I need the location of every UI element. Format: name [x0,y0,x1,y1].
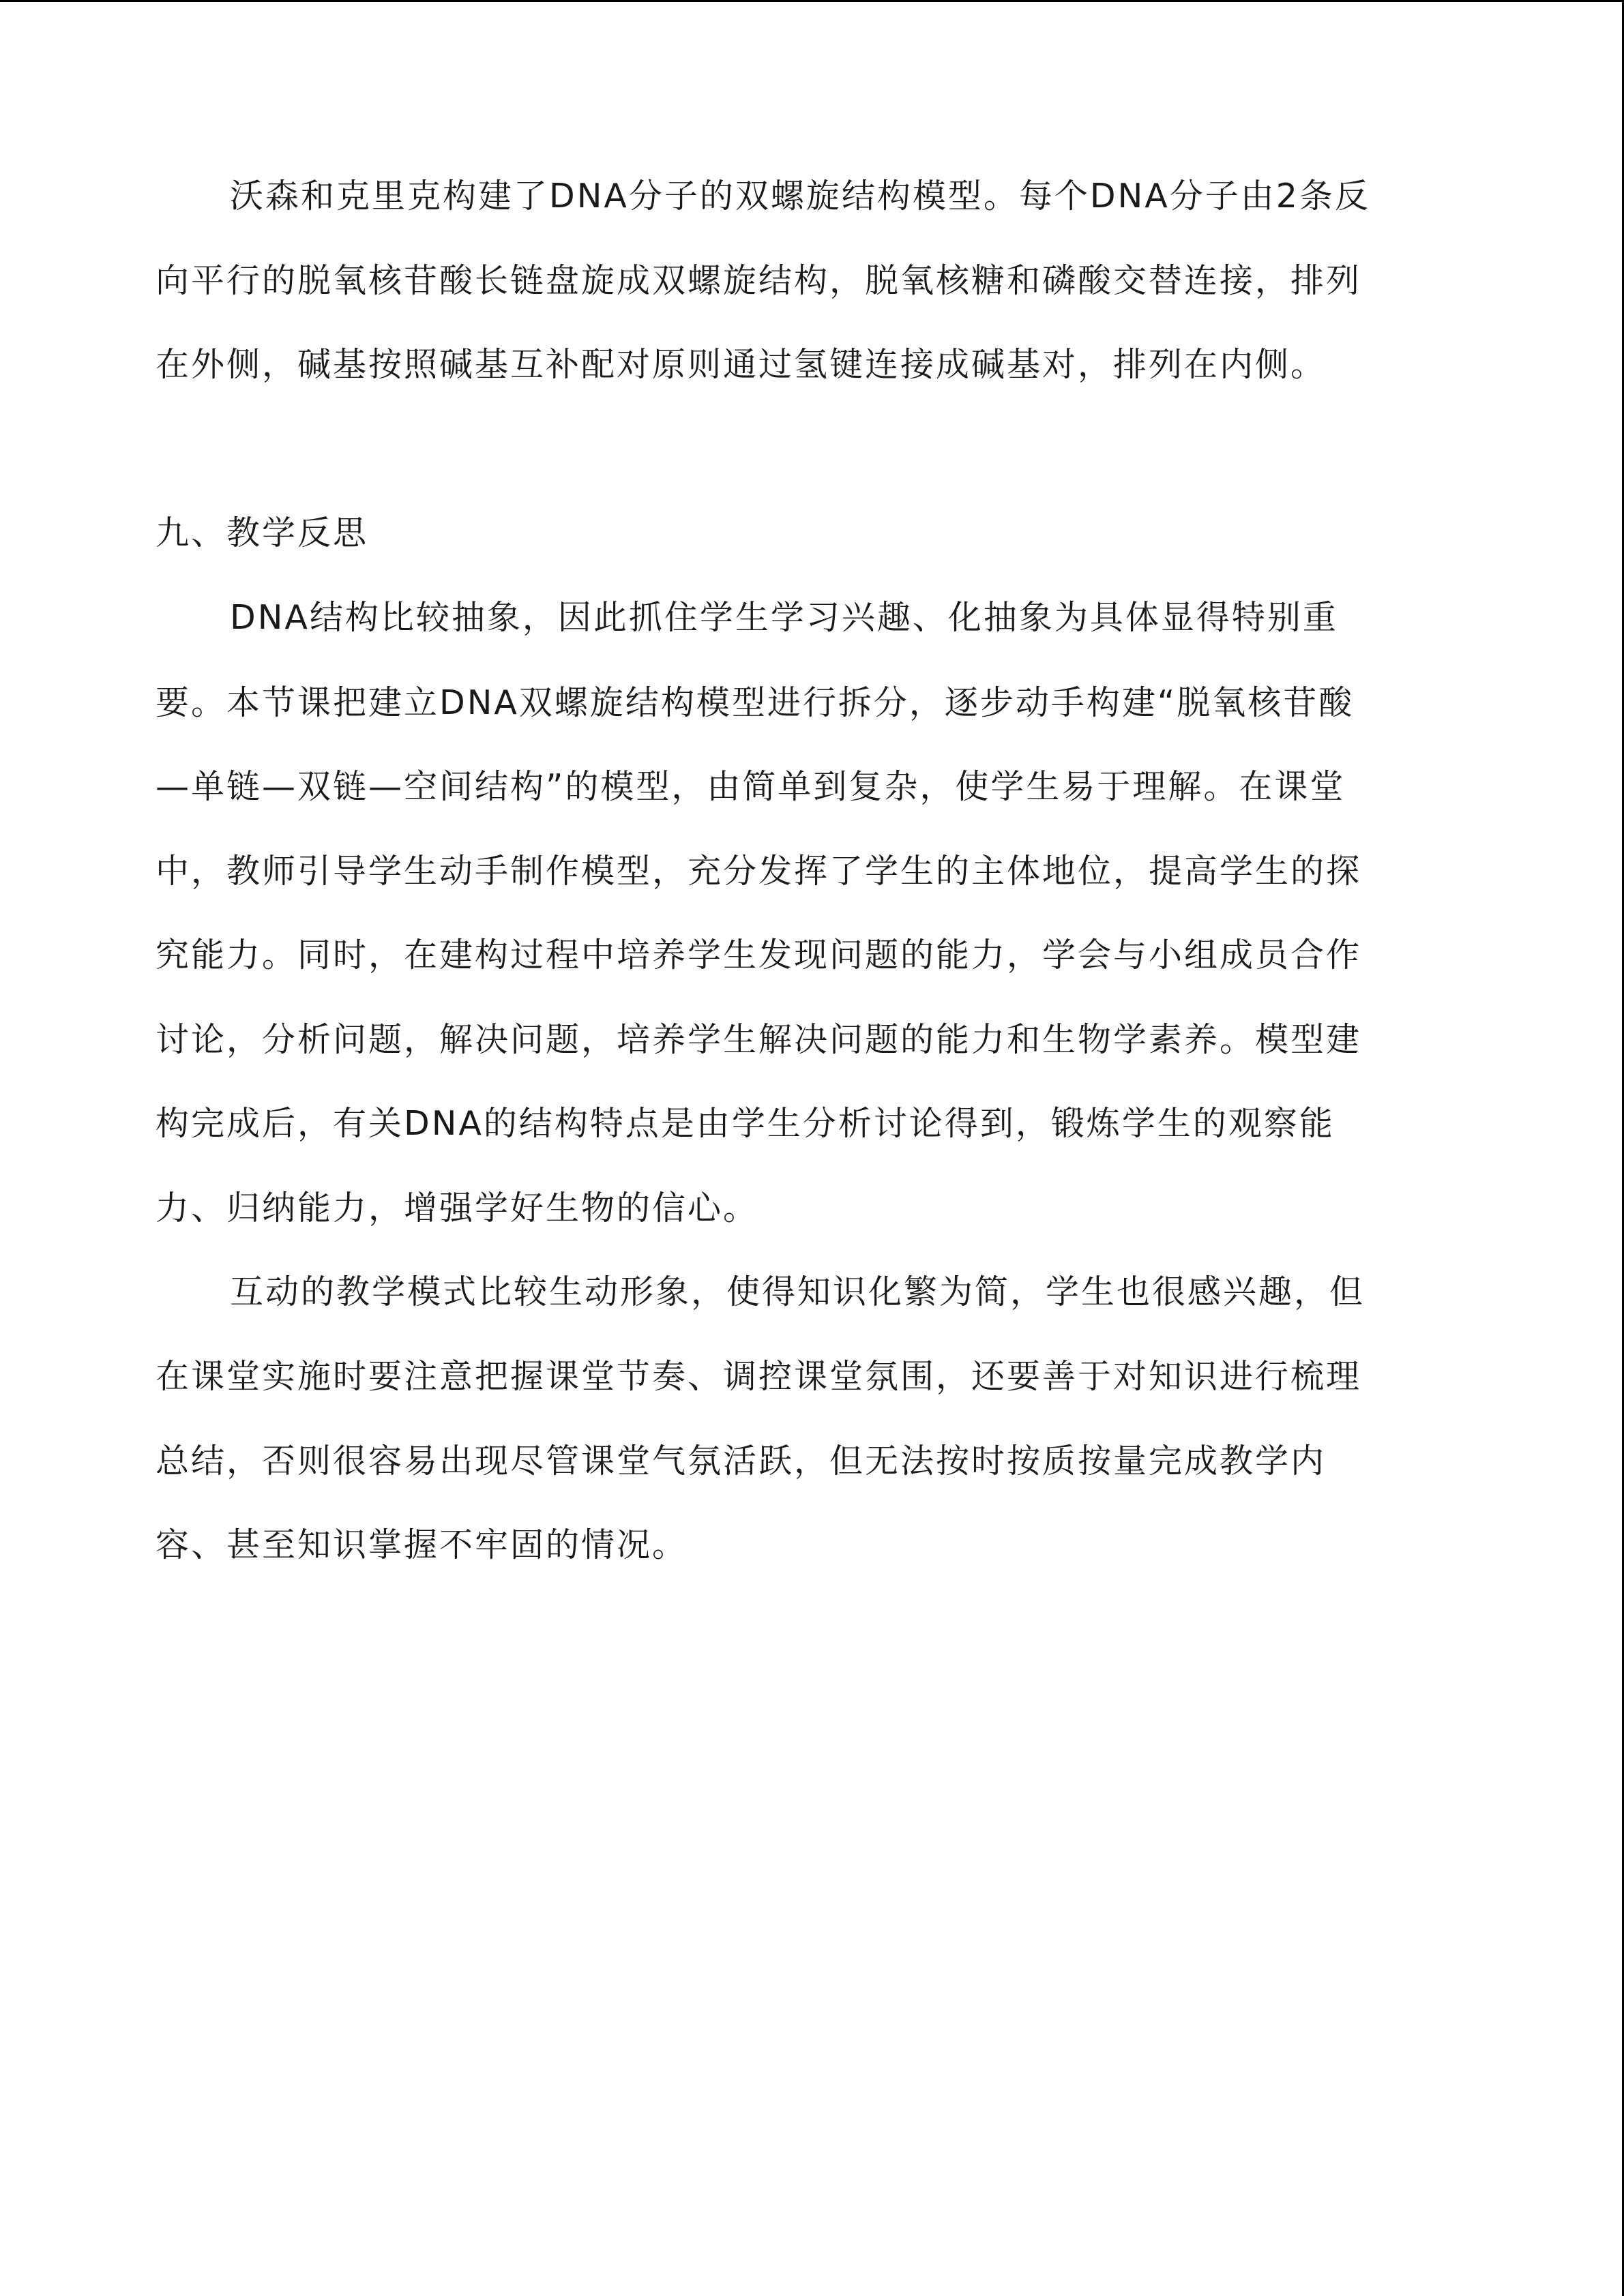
section-heading: 九、教学反思 [156,513,369,552]
text-line: 中，教师引导学生动手制作模型，充分发挥了学生的主体地位，提高学生的探 [156,852,1362,891]
text-line: 向平行的脱氧核苷酸长链盘旋成双螺旋结构，脱氧核糖和磷酸交替连接，排列 [156,261,1362,300]
text-line: —单链—双链—空间结构”的模型，由简单到复杂，使学生易于理解。在课堂 [156,767,1346,806]
page-border-top [0,0,1624,2]
text-line: 讨论，分析问题，解决问题，培养学生解决问题的能力和生物学素养。模型建 [156,1020,1362,1059]
text-line: 总结，否则很容易出现尽管课堂气氛活跃，但无法按时按质按量完成教学内 [156,1442,1327,1480]
text-line: 要。本节课把建立DNA双螺旋结构模型进行拆分，逐步动手构建“脱氧核苷酸 [156,683,1355,722]
text-line: 构完成后，有关DNA的结构特点是由学生分析讨论得到，锻炼学生的观察能 [156,1104,1335,1143]
text-line: 在课堂实施时要注意把握课堂节奏、调控课堂氛围，还要善于对知识进行梳理 [156,1357,1362,1396]
text-line: 容、甚至知识掌握不牢固的情况。 [156,1525,688,1564]
text-line: 在外侧，碱基按照碱基互补配对原则通过氢键连接成碱基对，排列在内侧。 [156,345,1327,384]
text-line: 互动的教学模式比较生动形象，使得知识化繁为简，学生也很感兴趣，但 [230,1272,1365,1311]
text-line: 力、归纳能力，增强学好生物的信心。 [156,1189,759,1227]
text-line: 究能力。同时，在建构过程中培养学生发现问题的能力，学会与小组成员合作 [156,936,1362,974]
text-line: DNA结构比较抽象，因此抓住学生学习兴趣、化抽象为具体显得特别重 [230,598,1338,637]
text-line: 沃森和克里克构建了DNA分子的双螺旋结构模型。每个DNA分子由2条反 [230,177,1370,215]
